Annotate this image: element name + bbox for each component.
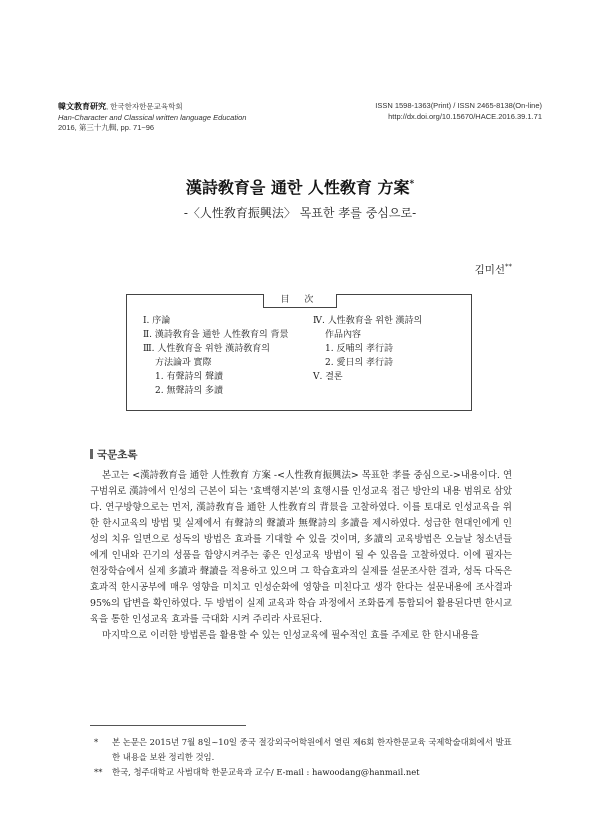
footnote-mark: *: [94, 737, 99, 747]
footnote-text: 한국, 청주대학교 사범대학 한문교육과 교수/ E-mail : hawoodang@hanmail.net: [112, 767, 420, 777]
toc-item: Ⅱ. 漢詩敎育을 通한 人性敎育의 背景: [143, 330, 289, 340]
article-title-text: 漢詩敎育을 通한 人性敎育 方案: [185, 178, 410, 197]
heading-bar-icon: [90, 449, 93, 459]
toc-item: 2. 無聲詩의 多讀: [155, 386, 224, 396]
journal-doi[interactable]: http://dx.doi.org/10.15670/HACE.2016.39.1.71: [388, 111, 542, 121]
author-name: [475, 262, 512, 277]
toc-item: 2. 愛日의 孝行詩: [325, 358, 394, 368]
journal-logo-line: 韓文教育研究, 한국한자한문교육학회: [58, 101, 183, 111]
journal-logo: 韓文教育研究: [58, 101, 106, 111]
toc-item: 方法論과 實際: [155, 358, 212, 368]
journal-english-name: Han-Character and Classical written language Education: [58, 112, 247, 122]
society-name: 한국한자한문교육학회: [110, 102, 183, 111]
footnote-mark: **: [94, 767, 103, 777]
abstract-paragraph: 본고는 <漢詩敎育을 通한 人性敎育 方案 -<人性敎育振興法> 목표한 孝를 중심으로->내용이다. 연구범위로 漢詩에서 인성의 근본이 되는 '효백행지본'의 효행시를 인성교육 접근 방안의 내용 범위로 삼았다. 연구방향으로는 먼저, 漢詩敎育을 通한 人性敎育의 背景을 고찰하였다. 이를 토대로 인성교육을 위한 한시교육의 방법 및 실제에서 有聲詩의 聲讀과 無聲詩의 多讀을 제시하였다. 성급한 현대인에게 인성의 치유 일면으로 성독의 방법은 효과를 기대할 수 있을 것이며, 多讀의 교육방법은 오늘날 청소년들에게 인내와 끈기의 성품을 함양시켜주는 좋은 인성교육 방법이 될 수 있음을 고찰하였다. 이에 필자는 현장학습에서 실제 多讀과 聲讀을 적용하고 있으며 그 학습효과의 실제를 설문조사한 결과, 성독 다독은 효과적 한시공부에 매우 영향을 미치고 인성순화에 영향을 미친다고 생각 한다는 설문내용에 조사결과 95%의 답변을 확인하였다. 두 방법이 실제 교육과 학습 과정에서 조화롭게 통합되어 활용된다면 한시교육을 통한 인성교육 효과를 극대화 시켜 주리라 사료된다.: [90, 470, 512, 625]
author-name-text: 김미선: [474, 264, 505, 276]
journal-header-left: [58, 101, 246, 134]
journal-issue: 2016, 第三十九輯, pp. 71~96: [58, 123, 155, 132]
abstract-body: [90, 468, 512, 644]
toc-title: 目 次: [263, 294, 337, 308]
toc-item: Ⅰ. 序論: [143, 316, 171, 326]
footnote-text: 본 논문은 2015년 7월 8일~10일 중국 절강외국어학원에서 열린 제6회 한자한문교육 국제학술대회에서 발표한 내용을 보완 정리한 것임.: [112, 737, 512, 762]
footnote: [90, 765, 515, 780]
footnotes: [90, 735, 515, 780]
toc-item: 1. 反哺의 孝行詩: [325, 344, 394, 354]
author-footnote-mark: **: [505, 262, 512, 271]
toc-right-column: [313, 314, 463, 384]
article-title: [0, 175, 600, 198]
article-subtitle: -〈人性敎育振興法〉 목표한 孝를 중심으로-: [183, 206, 417, 220]
abstract-heading-text: 국문초록: [97, 449, 138, 461]
toc-item: Ⅴ. 결론: [313, 372, 343, 382]
abstract-paragraph: 마지막으로 이러한 방법론을 활용할 수 있는 인성교육에 필수적인 효를 주제로 한 한시내용을: [102, 630, 479, 641]
footnote-divider: [90, 725, 246, 726]
toc-item: 作品內容: [325, 330, 362, 340]
table-of-contents: [126, 294, 472, 411]
footnote: [90, 735, 515, 765]
abstract-heading: [90, 447, 138, 462]
journal-header-right: [375, 101, 542, 122]
journal-issn: ISSN 1598-1363(Print) / ISSN 2465-8138(On-line): [375, 101, 542, 110]
toc-left-column: [143, 314, 313, 398]
toc-item: Ⅳ. 人性敎育을 위한 漢詩의: [313, 316, 423, 326]
toc-item: 1. 有聲詩의 聲讀: [155, 372, 224, 382]
title-footnote-mark: *: [409, 179, 415, 190]
toc-item: Ⅲ. 人性敎育을 위한 漢詩敎育의: [143, 344, 270, 354]
